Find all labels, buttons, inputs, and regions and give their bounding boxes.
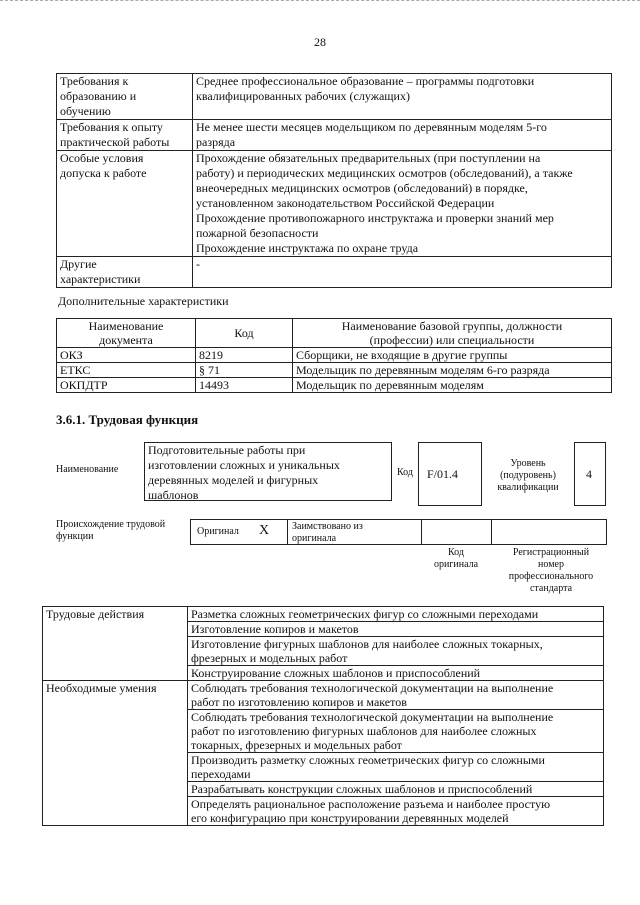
requirement-label-line: Другие — [60, 257, 97, 271]
extra-doc: ОКПДТР — [57, 378, 196, 393]
requirement-value — [193, 120, 612, 151]
level-label-line: (подуровень) — [500, 470, 556, 481]
reg-number-line: стандарта — [529, 583, 573, 594]
skill-line: его конфигурацию при конструировании деревянных моделей — [191, 811, 509, 825]
labor-function-table — [42, 606, 604, 826]
origin-box — [190, 519, 607, 545]
requirement-row — [57, 74, 612, 120]
requirement-value — [193, 151, 612, 257]
code-label: Код — [397, 467, 413, 478]
skill — [188, 753, 604, 782]
skill-line: работ по изготовлению фигурных шаблонов для наиболее сложных — [191, 724, 537, 738]
origin-divider — [491, 520, 492, 544]
reg-number-line: профессионального — [508, 571, 594, 582]
requirement-label-line: характеристики — [60, 272, 141, 286]
requirement-value-line: внеочередных медицинских осмотров (обследований) в порядке, — [196, 181, 528, 195]
extra-code: § 71 — [196, 363, 293, 378]
skill-line: Соблюдать требования технологической документации на выполнение — [191, 710, 554, 724]
code-original-label — [420, 547, 492, 571]
function-name-line: деревянных моделей и фигурных — [148, 473, 319, 487]
extra-code: 14493 — [196, 378, 293, 393]
code-value: F/01.4 — [427, 467, 459, 481]
requirement-value-line: Прохождение обязательных предварительных (при поступлении на — [196, 151, 541, 165]
borrowed-label-line: Заимствовано из — [292, 521, 363, 532]
skill-line: переходами — [191, 767, 251, 781]
requirement-row — [57, 257, 612, 288]
header-doc-line: Наименование — [88, 319, 164, 333]
requirement-value-line: квалифицированных рабочих (служащих) — [196, 89, 410, 103]
extra-row — [57, 378, 612, 393]
requirement-label-line: образованию и — [60, 89, 137, 103]
requirement-label-line: Требования к опыту — [60, 120, 163, 134]
skill-row — [43, 681, 604, 710]
requirement-value-line: пожарной безопасности — [196, 226, 319, 240]
code-box — [418, 442, 482, 506]
requirement-value — [193, 257, 612, 288]
origin-label-line: Происхождение трудовой — [56, 519, 166, 530]
code-original-line: Код — [448, 547, 464, 558]
original-label: Оригинал — [197, 526, 239, 537]
requirement-value-line: установленном законодательством Российской Федерации — [196, 196, 495, 210]
requirement-value-line: Прохождение инструктажа по охране труда — [196, 241, 419, 255]
skill-line: токарных, фрезерных и модельных работ — [191, 738, 402, 752]
header-doc — [57, 319, 196, 348]
reg-number-line: номер — [538, 559, 564, 570]
top-edge-line — [0, 0, 640, 2]
requirement-value — [193, 74, 612, 120]
requirement-label — [57, 257, 193, 288]
extra-row — [57, 363, 612, 378]
level-label-line: квалификации — [497, 482, 559, 493]
requirement-value-line: Прохождение противопожарного инструктажа и проверки знаний мер — [196, 211, 554, 225]
labor-action — [188, 607, 604, 622]
requirement-value-line: разряда — [196, 135, 236, 149]
skill — [188, 797, 604, 826]
page-number: 28 — [314, 35, 326, 49]
header-doc-line: документа — [99, 333, 153, 347]
origin-divider — [421, 520, 422, 544]
code-original-line: оригинала — [433, 559, 479, 570]
requirement-label — [57, 120, 193, 151]
header-name — [293, 319, 612, 348]
level-box — [574, 442, 606, 506]
requirement-label-line: допуска к работе — [60, 166, 147, 180]
labor-action-line: Разметка сложных геометрических фигур со сложными переходами — [191, 607, 539, 621]
header-name-line: (профессии) или специальности — [369, 333, 535, 347]
requirement-value-line: Не менее шести месяцев модельщиком по деревянным моделям 5-го — [196, 120, 547, 134]
labor-action — [188, 622, 604, 637]
labor-action-line: фрезерных и модельных работ — [191, 651, 348, 665]
level-label — [488, 458, 568, 494]
skill — [188, 782, 604, 797]
requirement-label-line: практической работы — [60, 135, 170, 149]
name-label: Наименование — [56, 464, 119, 475]
labor-action-row — [43, 607, 604, 622]
labor-action — [188, 666, 604, 681]
requirement-label — [57, 151, 193, 257]
requirement-row — [57, 120, 612, 151]
extra-characteristics-table — [56, 318, 612, 393]
extra-doc: ЕТКС — [57, 363, 196, 378]
requirement-label — [57, 74, 193, 120]
skill — [188, 681, 604, 710]
requirement-value-line: Среднее профессиональное образование – программы подготовки — [196, 74, 535, 88]
requirement-label-line: Требования к — [60, 74, 129, 88]
borrowed-label-line: оригинала — [292, 533, 337, 544]
extra-row — [57, 348, 612, 363]
extra-characteristics-title: Дополнительные характеристики — [58, 294, 229, 308]
function-name-line: изготовлении сложных и уникальных — [148, 458, 340, 472]
labor-action-line: Изготовление фигурных шаблонов для наиболее сложных токарных, — [191, 637, 543, 651]
borrowed-label — [292, 521, 363, 545]
extra-doc: ОКЗ — [57, 348, 196, 363]
skill-line: Определять рациональное расположение разъема и наиболее простую — [191, 797, 551, 811]
skill-line: Разрабатывать конструкции сложных шаблонов и приспособлений — [191, 782, 533, 796]
header-code: Код — [196, 319, 293, 348]
requirement-label-line: Особые условия — [60, 151, 144, 165]
skill-line: Соблюдать требования технологической документации на выполнение — [191, 681, 554, 695]
requirement-value-line: работу) и периодических медицинских осмотров (обследований), а также — [196, 166, 573, 180]
function-name-box — [144, 442, 392, 501]
labor-action-line: Конструирование сложных шаблонов и приспособлений — [191, 666, 481, 680]
labor-action-line: Изготовление копиров и макетов — [191, 622, 359, 636]
skill — [188, 710, 604, 753]
skills-label: Необходимые умения — [43, 681, 188, 826]
function-name-line: Подготовительные работы при — [148, 443, 306, 457]
original-mark: X — [259, 523, 270, 538]
labor-actions-label: Трудовые действия — [43, 607, 188, 681]
extra-name: Сборщики, не входящие в другие группы — [293, 348, 612, 363]
extra-name: Модельщик по деревянным моделям 6-го разряда — [293, 363, 612, 378]
requirements-table — [56, 73, 612, 288]
skill-line: работ по изготовлению копиров и макетов — [191, 695, 407, 709]
level-label-line: Уровень — [510, 458, 546, 469]
extra-name: Модельщик по деревянным моделям — [293, 378, 612, 393]
origin-label-line: функции — [56, 531, 94, 542]
requirement-label-line: обучению — [60, 104, 111, 118]
origin-divider — [287, 520, 288, 544]
function-heading: 3.6.1. Трудовая функция — [56, 412, 199, 427]
function-name-line: шаблонов — [148, 488, 199, 502]
extra-header-row — [57, 319, 612, 348]
requirement-value-line: - — [196, 257, 200, 271]
extra-code: 8219 — [196, 348, 293, 363]
reg-number-label — [496, 547, 606, 595]
labor-action — [188, 637, 604, 666]
requirement-row — [57, 151, 612, 257]
skill-line: Производить разметку сложных геометрических фигур со сложными — [191, 753, 545, 767]
header-name-line: Наименование базовой группы, должности — [341, 319, 563, 333]
origin-label — [56, 519, 165, 543]
reg-number-line: Регистрационный — [512, 547, 590, 558]
level-value: 4 — [586, 467, 592, 481]
